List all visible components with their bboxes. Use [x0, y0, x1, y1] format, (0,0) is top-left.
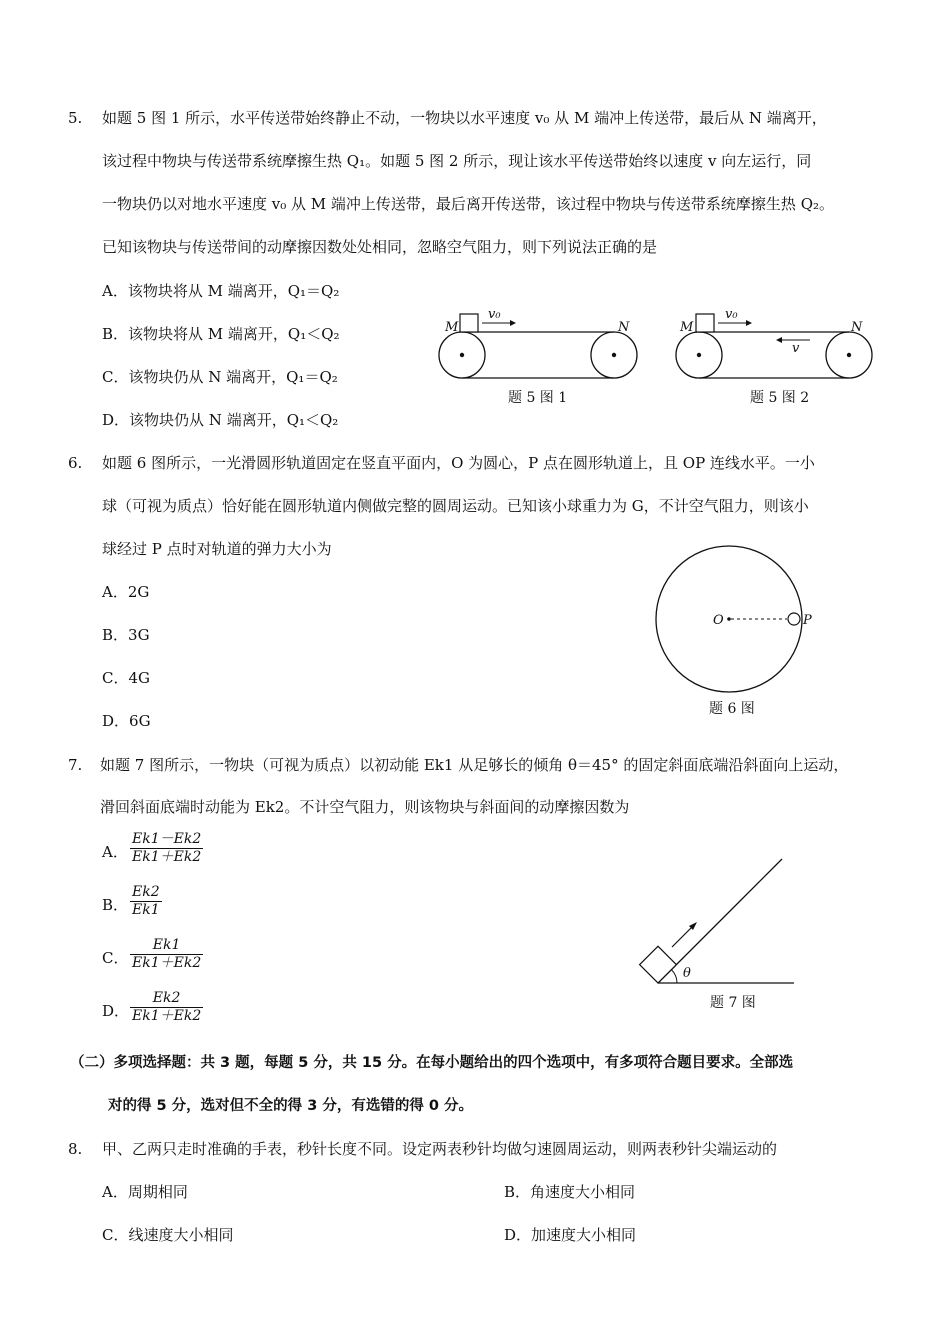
q5-option-a: A．该物块将从 M 端离开，Q₁＝Q₂: [102, 282, 340, 300]
q8-stem-line1: 甲、乙两只走时准确的手表，秒针长度不同。设定两表秒针均做匀速圆周运动，则两表秒针尖端运动的: [102, 1140, 778, 1158]
q7-stem-line2: 滑回斜面底端时动能为 Ek2。不计空气阻力，则该物块与斜面间的动摩擦因数为: [100, 798, 630, 816]
q5-stem-line1: 如题 5 图 1 所示，水平传送带始终静止不动，一物块以水平速度 v₀ 从 M 端冲上传送带，最后从 N 端离开，: [102, 109, 827, 127]
section2-heading-line2: 对的得 5 分，选对但不全的得 3 分，有选错的得 0 分。: [108, 1098, 474, 1114]
ball-icon: [788, 613, 800, 625]
fraction-numerator: Ek2: [130, 990, 203, 1008]
q6-option-b: B．3G: [102, 626, 150, 644]
q6-fig-caption: 题 6 图: [709, 701, 755, 717]
block-icon: [696, 314, 714, 332]
q7-option-b-letter: B．: [102, 896, 129, 914]
fraction-denominator: Ek1＋Ek2: [132, 849, 202, 865]
q7-option-a-letter: A．: [102, 843, 128, 861]
fraction-denominator: Ek1＋Ek2: [132, 955, 202, 971]
q7-option-c-letter: C．: [102, 949, 129, 967]
q6-figure: [650, 540, 820, 700]
q7-stem-line1: 如题 7 图所示，一物块（可视为质点）以初动能 Ek1 从足够长的倾角 θ＝45° 的固定斜面底端沿斜面向上运动，: [100, 756, 849, 774]
label-m: M: [445, 320, 459, 335]
q7-option-b-fraction: [130, 884, 162, 919]
q5-option-b: B．该物块将从 M 端离开，Q₁＜Q₂: [102, 325, 340, 343]
q7-figure: [630, 855, 810, 990]
q7-option-d-letter: D．: [102, 1002, 130, 1020]
q6-stem-line2: 球（可视为质点）恰好能在圆形轨道内侧做完整的圆周运动。已知该小球重力为 G，不计空气阻力，则该小: [102, 497, 809, 515]
label-theta: θ: [683, 966, 691, 981]
label-v0: v₀: [725, 307, 738, 322]
label-v: v: [792, 341, 800, 356]
q7-number: 7.: [68, 756, 83, 774]
fraction-numerator: Ek2: [132, 884, 160, 900]
q5-number: 5.: [68, 109, 83, 127]
q5-figure-1: [430, 305, 645, 385]
label-o: O: [713, 613, 724, 628]
q5-stem-line4: 已知该物块与传送带间的动摩擦因数处处相同，忽略空气阻力，则下列说法正确的是: [102, 238, 658, 256]
block-icon: [460, 314, 478, 332]
q8-option-c: C．线速度大小相同: [102, 1226, 234, 1244]
q8-option-a: A．周期相同: [102, 1183, 188, 1201]
fraction-numerator: Ek1－Ek2: [132, 831, 202, 847]
label-n: N: [618, 320, 630, 335]
fraction-denominator: Ek1＋Ek2: [132, 1008, 202, 1024]
q8-number: 8.: [68, 1140, 83, 1158]
q7-fig-caption: 题 7 图: [710, 995, 756, 1011]
fraction-denominator: Ek1: [132, 902, 160, 918]
q6-number: 6.: [68, 454, 83, 472]
section2-heading-line1: （二）多项选择题：共 3 题，每题 5 分，共 15 分。在每小题给出的四个选项中，有多项符合题目要求。全部选: [70, 1055, 794, 1071]
q5-stem-line3: 一物块仍以对地水平速度 v₀ 从 M 端冲上传送带，最后离开传送带，该过程中物块与传送带系统摩擦生热 Q₂。: [102, 195, 835, 213]
label-p: P: [803, 613, 812, 628]
q5-figure-2: [670, 305, 885, 385]
q5-fig1-caption: 题 5 图 1: [508, 390, 568, 406]
block-icon: [640, 946, 677, 983]
q7-option-a-fraction: [130, 831, 203, 866]
q6-stem-line1: 如题 6 图所示，一光滑圆形轨道固定在竖直平面内，O 为圆心，P 点在圆形轨道上，且 OP 连线水平。一小: [102, 454, 815, 472]
q6-option-a: A．2G: [102, 583, 150, 601]
q8-option-d: D．加速度大小相同: [504, 1226, 637, 1244]
label-v0: v₀: [488, 307, 501, 322]
label-n: N: [851, 320, 863, 335]
q6-stem-line3: 球经过 P 点时对轨道的弹力大小为: [102, 540, 332, 558]
q5-option-c: C．该物块仍从 N 端离开，Q₁＝Q₂: [102, 368, 338, 386]
q5-stem-line2: 该过程中物块与传送带系统摩擦生热 Q₁。如题 5 图 2 所示，现让该水平传送带始终以速度 v 向左运行，同: [102, 152, 812, 170]
label-m: M: [680, 320, 694, 335]
q5-option-d: D．该物块仍从 N 端离开，Q₁＜Q₂: [102, 411, 339, 429]
q6-option-d: D．6G: [102, 712, 151, 730]
q8-option-b: B．角速度大小相同: [504, 1183, 636, 1201]
q6-option-c: C．4G: [102, 669, 151, 687]
q7-option-c-fraction: [130, 937, 203, 972]
fraction-numerator: Ek1: [130, 937, 203, 955]
q5-fig2-caption: 题 5 图 2: [750, 390, 810, 406]
q7-option-d-fraction: [130, 990, 203, 1025]
